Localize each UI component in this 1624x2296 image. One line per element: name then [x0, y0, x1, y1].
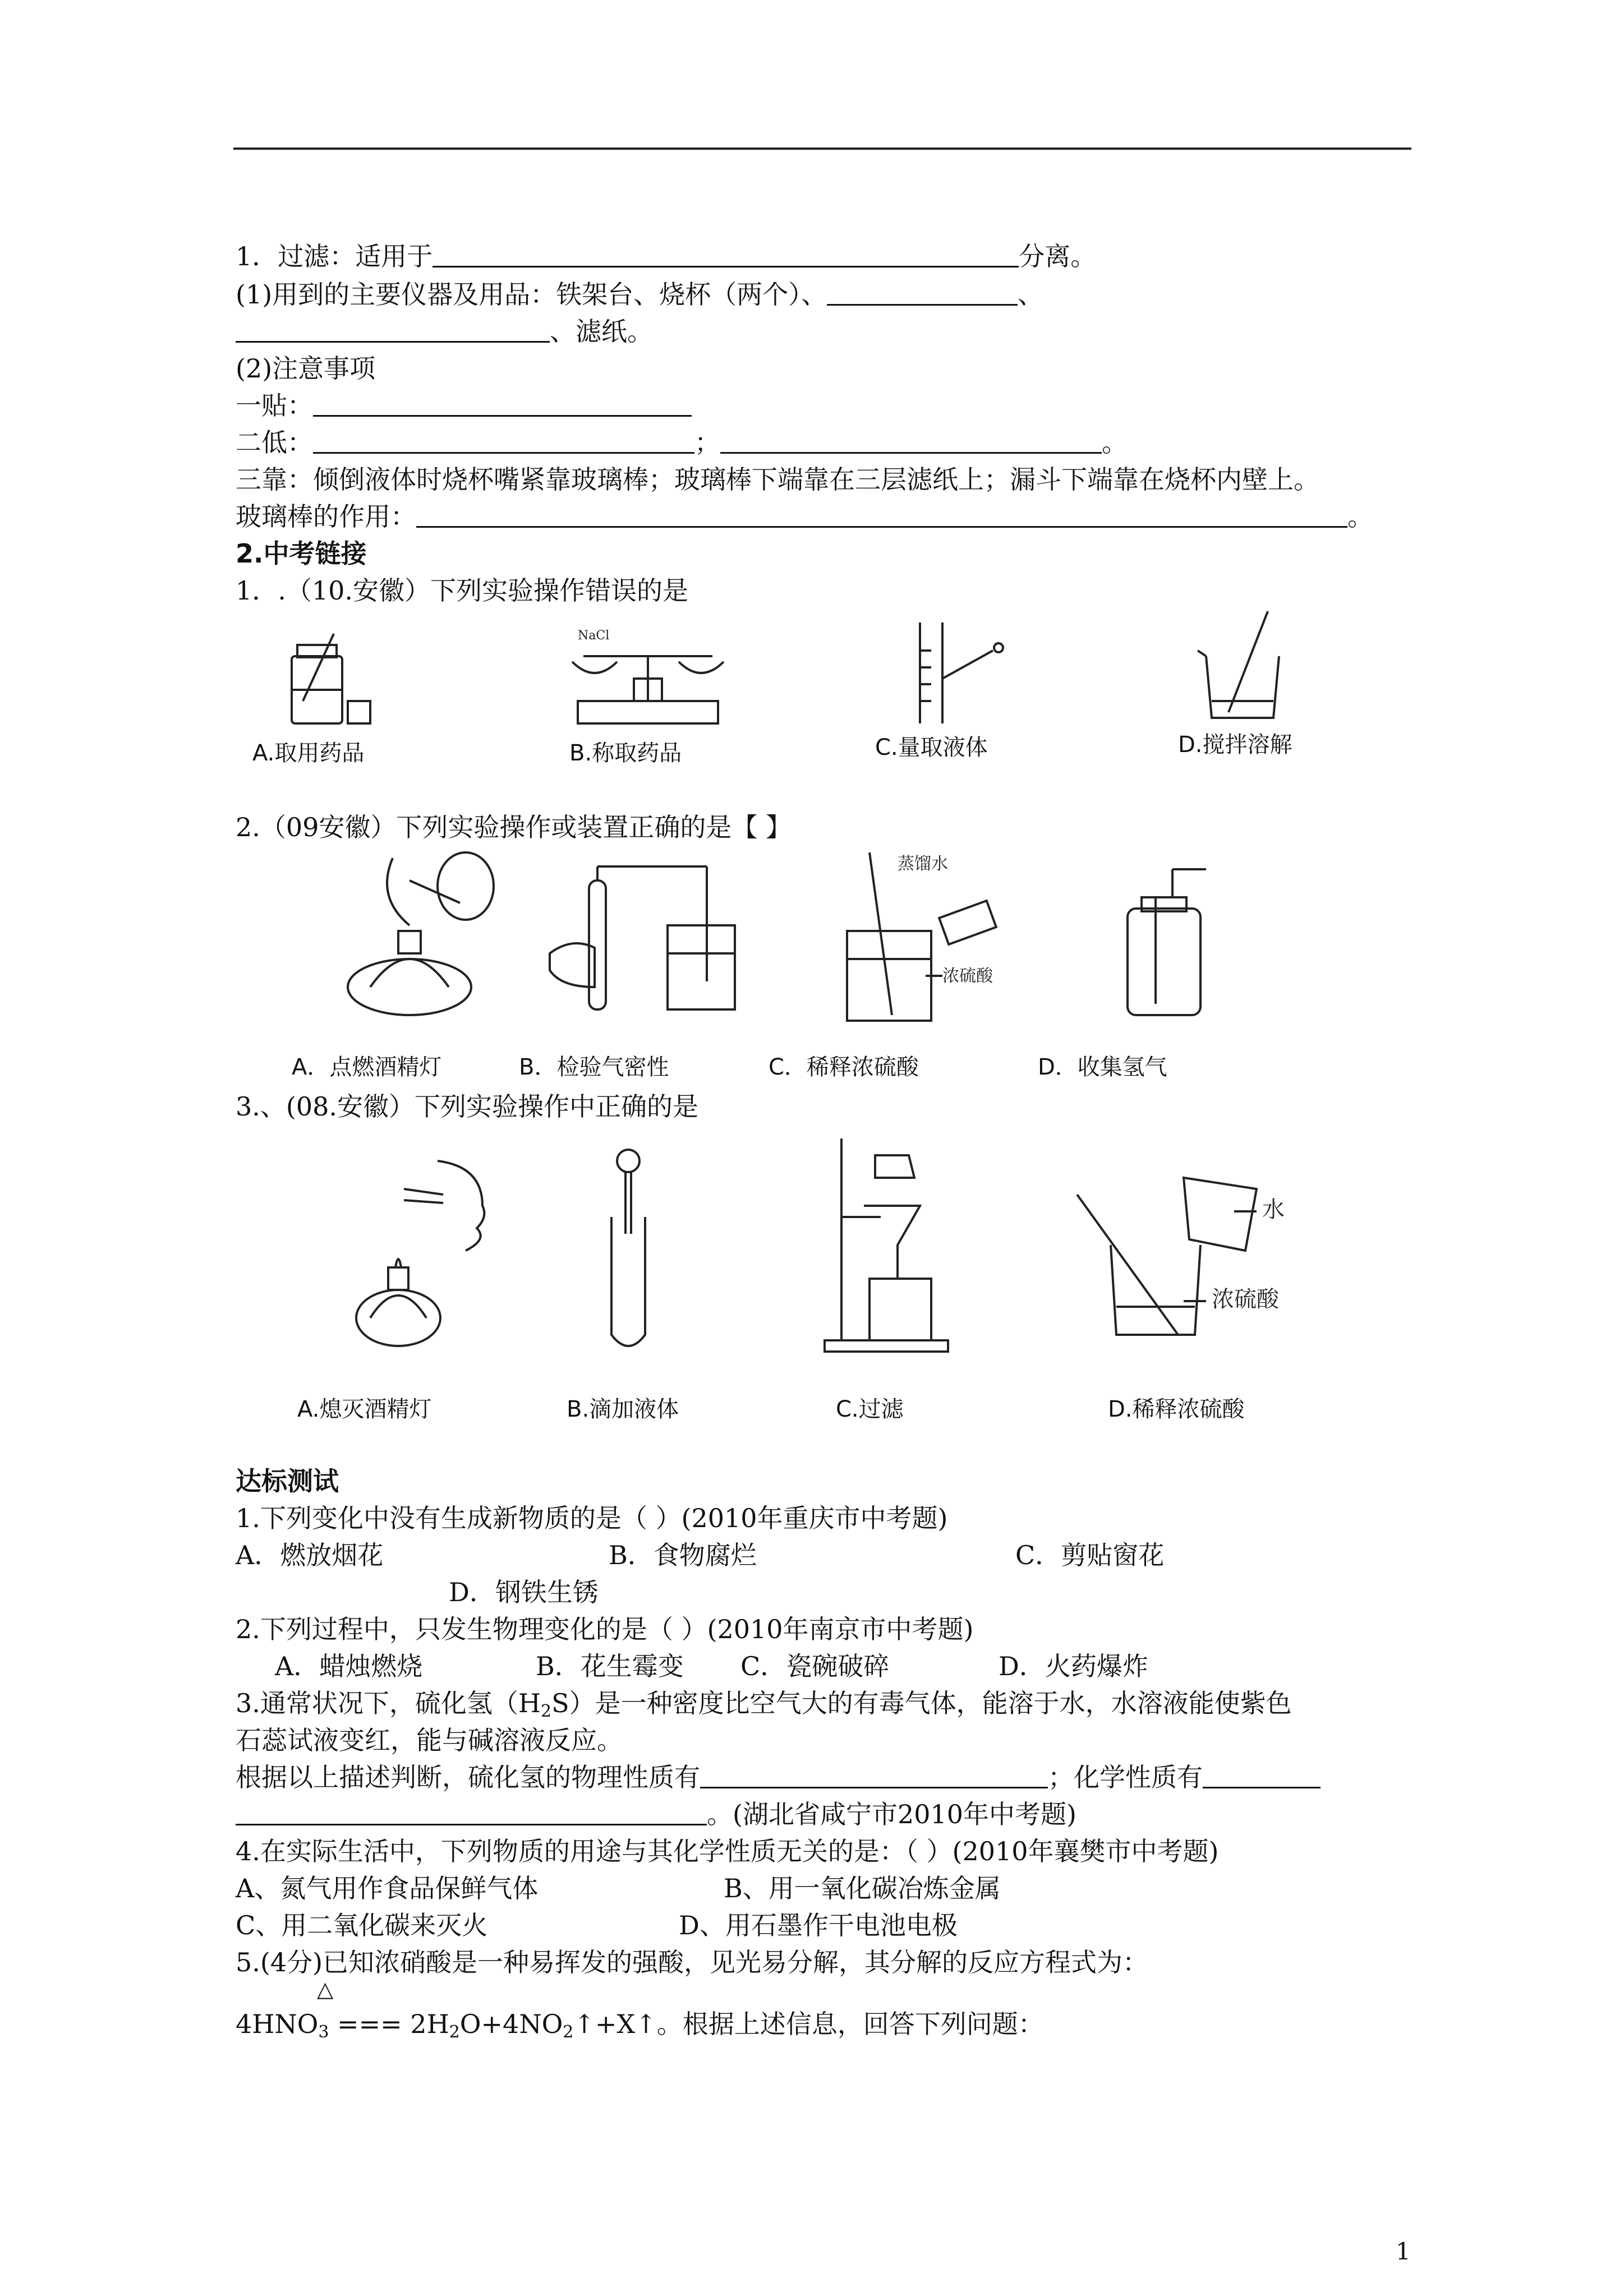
label-water: 水 — [1262, 1197, 1285, 1223]
figure-collect-hydrogen — [1116, 864, 1229, 1021]
test-q1-option-c: C．剪贴窗花 — [1015, 1540, 1165, 1570]
test-q4-option-a: A、氮气用作食品保鲜气体 — [236, 1873, 539, 1903]
figure-light-alcohol-lamp — [337, 847, 505, 1032]
section-heading-exam-links: 2.中考链接 — [236, 538, 367, 569]
balance-label: NaCl — [578, 629, 610, 643]
test-question-4: 4.在实际生活中，下列物质的用途与其化学性质无关的是：（ ）(2010年襄樊市中考题) — [236, 1836, 1219, 1866]
filter-line-8: 玻璃棒的作用： 。 — [236, 501, 1373, 532]
filter-line-3: 、滤纸。 — [236, 313, 653, 350]
q3-caption-a: A.熄灭酒精灯 — [297, 1396, 432, 1422]
q3-caption-b: B.滴加液体 — [567, 1396, 679, 1422]
filter-line-1: 1．过滤：适用于 分离。 — [236, 241, 1097, 271]
test-question-3-line-1: 3.通常状况下，硫化氢（H2S）是一种密度比空气大的有毒气体，能溶于水，水溶液能使紫色 — [236, 1688, 1292, 1721]
test-question-3-line-2: 石蕊试液变红，能与碱溶液反应。 — [236, 1725, 623, 1755]
test-q1-option-a: A．燃放烟花 — [236, 1540, 384, 1570]
q1-caption-b: B.称取药品 — [569, 740, 682, 766]
test-question-3-line-4: 。(湖北省咸宁市2010年中考题) — [236, 1796, 1076, 1833]
figure-filtration — [819, 1133, 954, 1357]
filter-line-4: (2)注意事项 — [236, 353, 376, 384]
q1-caption-d: D.搅拌溶解 — [1178, 732, 1292, 758]
test-question-2: 2.下列过程中，只发生物理变化的是（ ）(2010年南京市中考题) — [236, 1614, 974, 1644]
test-question-5: 5.(4分)已知浓硝酸是一种易挥发的强酸，见光易分解，其分解的反应方程式为： — [236, 1947, 1149, 1977]
figure-dilute-acid-correct — [1066, 1167, 1324, 1346]
test-q1-option-b: B．食物腐烂 — [609, 1540, 757, 1570]
q1-caption-c: C.量取液体 — [875, 735, 988, 760]
test-q4-option-b: B、用一氧化碳冶炼金属 — [724, 1873, 1001, 1903]
label-distilled-water: 蒸馏水 — [898, 854, 948, 874]
figure-take-reagent — [280, 623, 381, 735]
test-q2-option-d: D．火药爆炸 — [999, 1651, 1148, 1681]
test-q2-option-c: C．瓷碗破碎 — [740, 1651, 890, 1681]
figure-balance — [561, 623, 729, 735]
filter-line-5: 一贴： — [236, 387, 692, 424]
page-number: 1 — [1396, 2238, 1411, 2265]
exam-question-2: 2.（09安徽）下列实验操作或装置正确的是【 】 — [236, 812, 792, 842]
header-rule — [233, 147, 1411, 150]
figure-drip-liquid — [595, 1144, 662, 1357]
filter-line-7: 三靠：倾倒液体时烧杯嘴紧靠玻璃棒；玻璃棒下端靠在三层滤纸上；漏斗下端靠在烧杯内壁上。 — [236, 464, 1319, 495]
section-heading-test: 达标测试 — [236, 1466, 339, 1496]
exam-question-1: 1．.（10.安徽）下列实验操作错误的是 — [236, 575, 689, 606]
test-question-5-equation: 4HNO3 === 2H2O+4NO2↑+X↑。根据上述信息，回答下列问题： — [236, 2009, 1044, 2042]
q2-caption-d: D．收集氢气 — [1038, 1054, 1167, 1080]
label-conc-sulfuric-acid: 浓硫酸 — [942, 966, 993, 986]
q2-caption-b: B．检验气密性 — [519, 1054, 669, 1080]
figure-airtight-check — [539, 858, 740, 1026]
q2-caption-c: C．稀释浓硫酸 — [769, 1054, 919, 1080]
test-q1-option-d: D．钢铁生锈 — [449, 1577, 599, 1607]
test-q4-option-c: C、用二氧化碳来灭火 — [236, 1910, 488, 1940]
q3-caption-c: C.过滤 — [836, 1396, 904, 1422]
test-question-3-line-3: 根据以上描述判断，硫化氢的物理性质有 ；化学性质有 — [236, 1759, 1321, 1796]
figure-dilute-acid-wrong — [836, 847, 1038, 1032]
figure-graduated-cylinder — [892, 617, 1015, 729]
filter-line-2: (1)用到的主要仪器及用品：铁架台、烧杯（两个）、 、 — [236, 279, 1044, 310]
delta-heat-symbol: △ — [317, 1977, 334, 2002]
exam-question-3: 3.、(08.安徽）下列实验操作中正确的是 — [236, 1091, 698, 1122]
label-conc-acid: 浓硫酸 — [1212, 1287, 1279, 1312]
q3-caption-d: D.稀释浓硫酸 — [1108, 1396, 1245, 1422]
figure-extinguish-lamp — [353, 1155, 522, 1357]
filter-line-6: 二低： ； 。 — [236, 427, 1128, 458]
test-question-1: 1.下列变化中没有生成新物质的是（ ）(2010年重庆市中考题) — [236, 1503, 948, 1533]
test-q2-option-b: B．花生霉变 — [536, 1651, 684, 1681]
q2-caption-a: A．点燃酒精灯 — [292, 1054, 442, 1080]
test-q2-option-a: A．蜡烛燃烧 — [275, 1651, 423, 1681]
test-q4-option-d: D、用石墨作干电池电极 — [679, 1910, 958, 1940]
figure-stir-dissolve — [1195, 606, 1296, 729]
q1-caption-a: A.取用药品 — [252, 740, 365, 766]
